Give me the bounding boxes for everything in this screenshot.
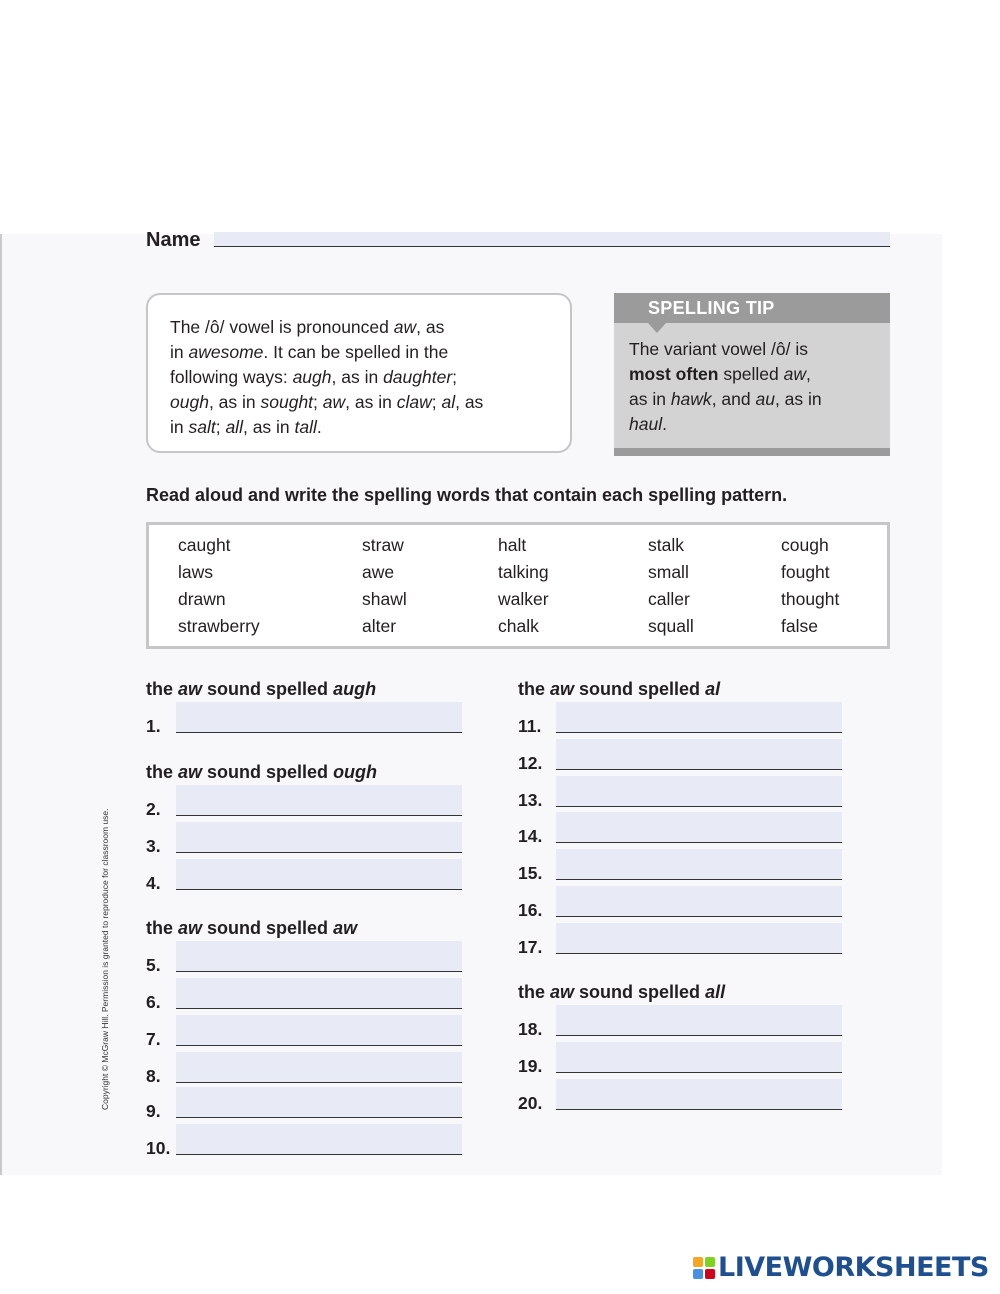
word-bank-word: thought bbox=[781, 589, 840, 609]
brand-name: LIVEWORKSHEETS bbox=[718, 1252, 989, 1283]
answer-input-8[interactable] bbox=[176, 1052, 462, 1083]
name-label: Name bbox=[146, 229, 201, 251]
answer-input-17[interactable] bbox=[556, 923, 842, 954]
item-number: 17. bbox=[518, 937, 543, 957]
word-bank-word: straw bbox=[362, 535, 404, 555]
word-bank-word: caught bbox=[178, 535, 231, 555]
section-heading-augh: the aw sound spelled augh bbox=[146, 679, 377, 699]
answer-input-5[interactable] bbox=[176, 941, 462, 972]
name-field-fill bbox=[214, 232, 890, 246]
word-bank-word: squall bbox=[648, 616, 694, 636]
item-number: 16. bbox=[518, 900, 543, 920]
liveworksheets-logo-icon bbox=[693, 1257, 715, 1279]
word-bank-word: alter bbox=[362, 616, 397, 636]
word-bank-word: talking bbox=[498, 562, 549, 582]
word-bank-word: drawn bbox=[178, 589, 226, 609]
word-bank-word: shawl bbox=[362, 589, 407, 609]
word-bank-word: small bbox=[648, 562, 689, 582]
name-input-line[interactable] bbox=[214, 246, 890, 247]
answer-input-1[interactable] bbox=[176, 702, 462, 733]
answer-input-10[interactable] bbox=[176, 1124, 462, 1155]
item-number: 15. bbox=[518, 863, 543, 883]
word-bank-word: laws bbox=[178, 562, 214, 582]
rule-info-box: The /ô/ vowel is pronounced aw, as in awesome. It can be spelled in the following ways: augh, as in daughter; ough, as in sought; aw, as in claw; al, as in salt; all, as in tall. bbox=[146, 293, 572, 453]
word-bank-word: strawberry bbox=[178, 616, 260, 636]
copyright-notice: Copyright © McGraw Hill. Permission is granted to reproduce for classroom use. bbox=[100, 808, 110, 1110]
item-number: 2. bbox=[146, 799, 161, 819]
item-number: 7. bbox=[146, 1029, 161, 1049]
section-heading-aw: the aw sound spelled aw bbox=[146, 918, 358, 938]
answer-input-6[interactable] bbox=[176, 978, 462, 1009]
liveworksheets-logo bbox=[693, 1252, 989, 1283]
item-number: 19. bbox=[518, 1056, 543, 1076]
answer-input-20[interactable] bbox=[556, 1079, 842, 1110]
item-number: 13. bbox=[518, 790, 543, 810]
word-bank-word: caller bbox=[648, 589, 690, 609]
item-number: 14. bbox=[518, 826, 543, 846]
item-number: 12. bbox=[518, 753, 543, 773]
answer-input-4[interactable] bbox=[176, 859, 462, 890]
word-bank-word: stalk bbox=[648, 535, 684, 555]
answer-input-14[interactable] bbox=[556, 812, 842, 843]
item-number: 4. bbox=[146, 873, 161, 893]
answer-input-13[interactable] bbox=[556, 776, 842, 807]
section-heading-all: the aw sound spelled all bbox=[518, 982, 726, 1002]
item-number: 1. bbox=[146, 716, 161, 736]
item-number: 10. bbox=[146, 1138, 171, 1158]
item-number: 20. bbox=[518, 1093, 543, 1113]
answer-input-9[interactable] bbox=[176, 1087, 462, 1118]
answer-input-2[interactable] bbox=[176, 785, 462, 816]
tip-notch bbox=[648, 323, 666, 333]
item-number: 11. bbox=[518, 716, 542, 736]
word-bank-word: halt bbox=[498, 535, 527, 555]
item-number: 3. bbox=[146, 836, 161, 856]
spelling-tip-text: The variant vowel /ô/ is most often spelled aw, as in hawk, and au, as in haul. bbox=[629, 339, 822, 434]
answer-input-3[interactable] bbox=[176, 822, 462, 853]
answer-input-16[interactable] bbox=[556, 886, 842, 917]
word-bank-word: false bbox=[781, 616, 818, 636]
spelling-tip-box bbox=[614, 293, 890, 456]
item-number: 18. bbox=[518, 1019, 543, 1039]
tip-bottom-bar bbox=[614, 448, 890, 456]
section-heading-ough: the aw sound spelled ough bbox=[146, 762, 378, 782]
word-bank-word: awe bbox=[362, 562, 395, 582]
section-heading-al: the aw sound spelled al bbox=[518, 679, 721, 699]
word-bank-word: fought bbox=[781, 562, 830, 582]
instruction-text: Read aloud and write the spelling words that contain each spelling pattern. bbox=[146, 485, 788, 505]
answer-input-15[interactable] bbox=[556, 849, 842, 880]
answer-input-19[interactable] bbox=[556, 1042, 842, 1073]
item-number: 8. bbox=[146, 1066, 161, 1086]
item-number: 9. bbox=[146, 1101, 161, 1121]
word-bank-word: chalk bbox=[498, 616, 539, 636]
item-number: 6. bbox=[146, 992, 161, 1012]
answer-input-18[interactable] bbox=[556, 1005, 842, 1036]
answer-input-11[interactable] bbox=[556, 702, 842, 733]
item-number: 5. bbox=[146, 955, 161, 975]
word-bank-word: walker bbox=[498, 589, 549, 609]
spelling-tip-title: SPELLING TIP bbox=[614, 293, 890, 323]
answer-input-12[interactable] bbox=[556, 739, 842, 770]
word-bank-word: cough bbox=[781, 535, 829, 555]
word-bank bbox=[146, 522, 890, 649]
answer-input-7[interactable] bbox=[176, 1015, 462, 1046]
